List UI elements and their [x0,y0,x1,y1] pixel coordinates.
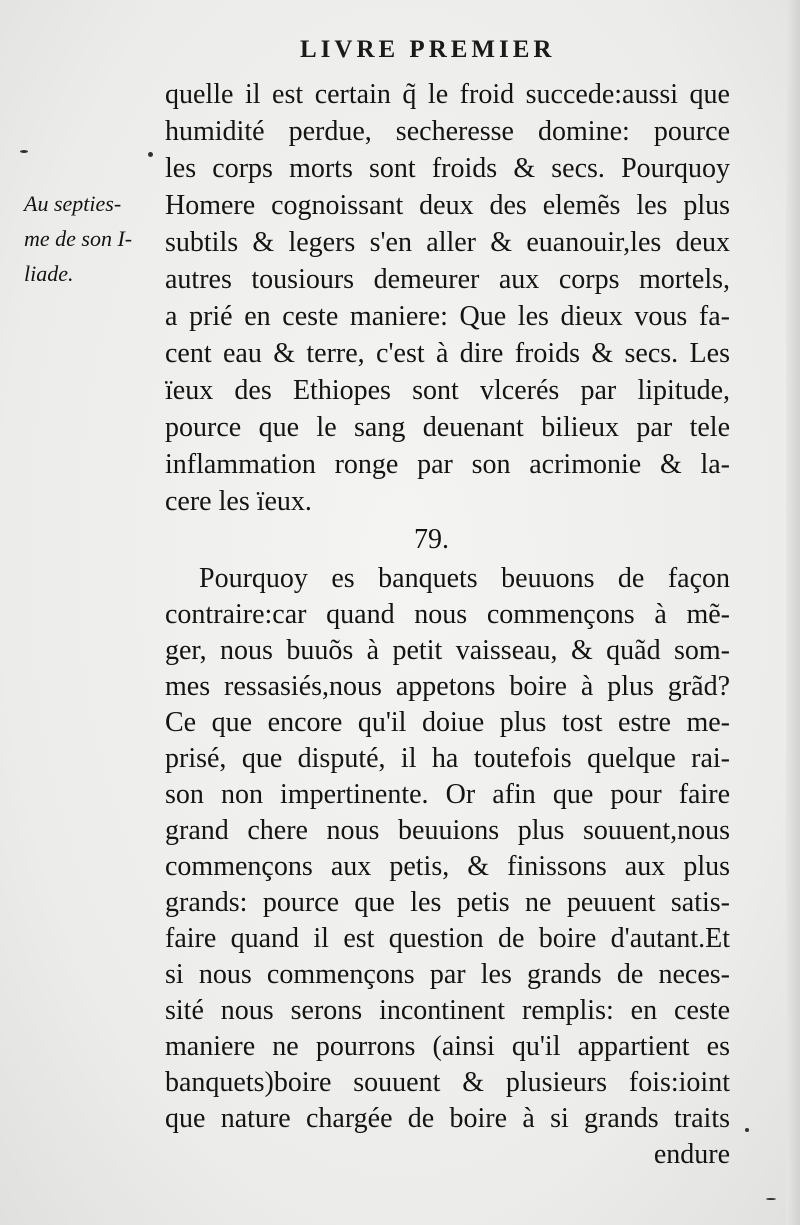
text-line: grands: pource que les petis ne peuuent satis- [165,887,730,918]
text-line: que nature chargée de boire à si grands traits [165,1103,730,1134]
text-line: grand chere nous beuuions plus souuent,nous [165,815,730,846]
text-line: commençons aux petis, & finissons aux plus [165,851,730,882]
page-edge-shadow [786,0,800,1225]
text-line: contraire:car quand nous commençons à mẽ- [165,599,730,630]
text-line: Ce que encore qu'il doiue plus tost estre me- [165,707,730,738]
ink-speck [148,152,153,157]
text-line: cere les ïeux. [165,486,312,517]
text-line: pource que le sang deuenant bilieux par tele [165,412,730,443]
chapter-number: 79. [414,524,449,555]
text-line: faire quand il est question de boire d'autant.Et [165,923,730,954]
running-title: LIVRE PREMIER [300,36,556,63]
text-line: inflammation ronge par son acrimonie & la- [165,449,730,480]
text-line: cent eau & terre, c'est à dire froids & secs. Les [165,338,730,369]
margin-note [24,186,164,291]
text-line: son non impertinente. Or afin que pour faire [165,779,730,810]
margin-note-line: Au septies- [24,191,122,216]
text-line: les corps morts sont froids & secs. Pourquoy [165,153,730,184]
text-line: subtils & legers s'en aller & euanouir,les deux [165,227,730,258]
text-line: mes ressasiés,nous appetons boire à plus grãd? [165,671,730,702]
text-line: ger, nous buuõs à petit vaisseau, & quãd som- [165,635,730,666]
text-line: autres tousiours demeurer aux corps mortels, [165,264,730,295]
text-line: Homere cognoissant deux des elemẽs les plus [165,190,730,221]
text-line: humidité perdue, secheresse domine: pource [165,116,730,147]
text-line: a prié en ceste maniere: Que les dieux vous fa- [165,301,730,332]
ink-speck [20,150,28,153]
text-line: sité nous serons incontinent remplis: en ceste [165,995,730,1026]
text-line: ïeux des Ethiopes sont vlcerés par lipitude, [165,375,730,406]
text-line: banquets)boire souuent & plusieurs fois:ioint [165,1067,730,1098]
ink-speck [745,1128,749,1132]
margin-note-line: me de son I- [24,226,133,251]
catchword: endure [653,1139,730,1170]
text-line: maniere ne pourrons (ainsi qu'il appartient es [165,1031,730,1062]
text-line: Pourquoy es banquets beuuons de façon [199,563,730,594]
ink-speck [766,1198,776,1200]
text-line: prisé, que disputé, il ha toutefois quelque rai- [165,743,730,774]
margin-note-line: liade. [24,261,74,286]
text-line: si nous commençons par les grands de neces- [165,959,730,990]
text-line: quelle il est certain q̃ le froid succede:aussi que [165,79,730,110]
